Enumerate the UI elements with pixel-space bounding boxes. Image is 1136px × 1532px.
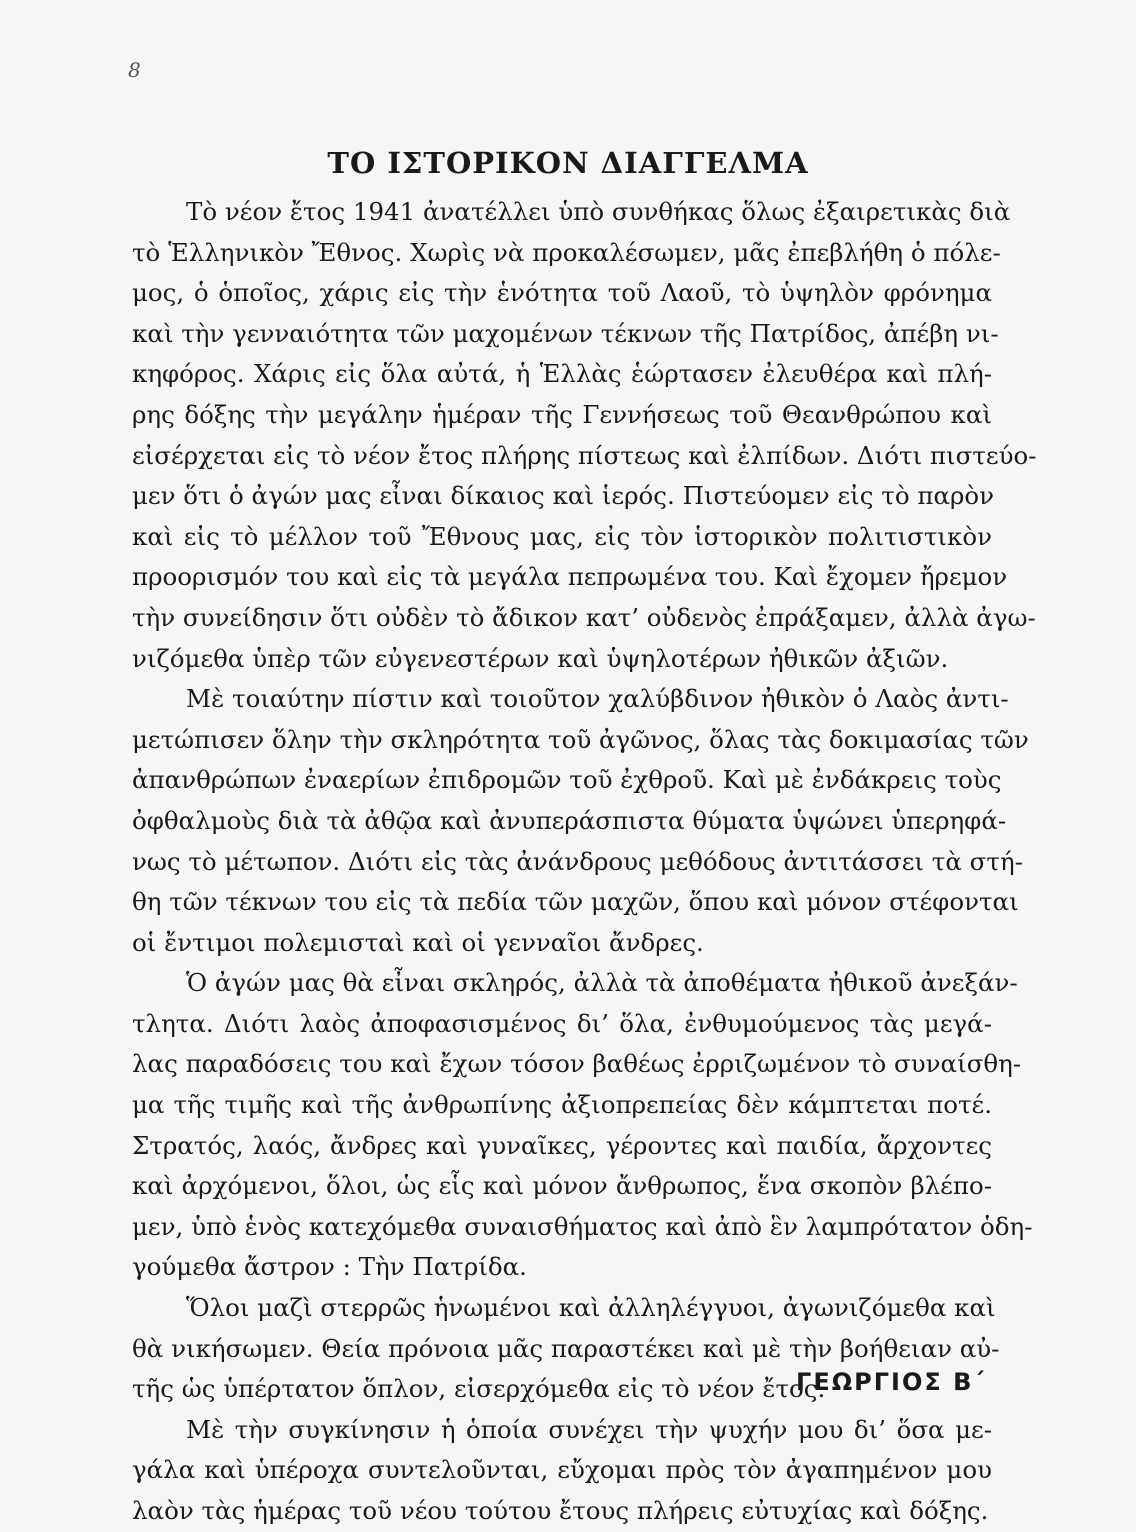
- text-line: εἰσέρχεται εἰς τὸ νέον ἔτος πλήρης πίστεως καὶ ἐλπίδων. Διότι πιστεύο-: [132, 440, 1037, 470]
- text-line: τὴν συνείδησιν ὅτι οὐδὲν τὸ ἄδικον κατ’ οὐδενὸς ἐπράξαμεν, ἀλλὰ ἀγω-: [132, 602, 1036, 632]
- text-line: γάλα καὶ ὑπέροχα συντελοῦνται, εὔχομαι πρὸς τὸν ἀγαπημένον μου: [132, 1455, 992, 1485]
- text-line: μετώπισεν ὅλην τὴν σκληρότητα τοῦ ἀγῶνος, ὅλας τὰς δοκιμασίας τῶν: [132, 724, 1029, 754]
- text-line: Τὸ νέον ἔτος 1941 ἀνατέλλει ὑπὸ συνθήκας ὅλως ἐξαιρετικὰς διὰ: [186, 197, 1011, 226]
- text-line: μεν ὅτι ὁ ἀγών μας εἶναι δίκαιος καὶ ἱερός. Πιστεύομεν εἰς τὸ παρὸν: [132, 481, 995, 511]
- text-line: τῆς ὡς ὑπέρτατον ὅπλον, εἰσερχόμεθα εἰς τὸ νέον ἔτος.: [132, 1374, 826, 1404]
- text-line: προορισμόν του καὶ εἰς τὰ μεγάλα πεπρωμένα του. Καὶ ἔχομεν ἤρεμον: [132, 562, 1008, 592]
- text-line: θη τῶν τέκνων του εἰς τὰ πεδία τῶν μαχῶν, ὅπου καὶ μόνον στέφονται: [132, 887, 1019, 917]
- text-line: λας παραδόσεις του καὶ ἔχων τόσον βαθέως ἐρριζωμένον τὸ συναίσθη-: [132, 1049, 1022, 1079]
- body-text: [132, 192, 1037, 1532]
- text-line: νως τὸ μέτωπον. Διότι εἰς τὰς ἀνάνδρους μεθόδους ἀντιτάσσει τὰ στή-: [132, 846, 1023, 876]
- text-line: τλητα. Διότι λαὸς ἀποφασισμένος δι’ ὅλα, ἐνθυμούμενος τὰς μεγά-: [132, 1008, 992, 1038]
- text-line: μος, ὁ ὁποῖος, χάρις εἰς τὴν ἑνότητα τοῦ Λαοῦ, τὸ ὑψηλὸν φρόνημα: [132, 278, 992, 308]
- text-line: νιζόμεθα ὑπὲρ τῶν εὐγενεστέρων καὶ ὑψηλοτέρων ἠθικῶν ἀξιῶν.: [132, 643, 949, 673]
- text-line: Ὁ ἀγών μας θὰ εἶναι σκληρός, ἀλλὰ τὰ ἀποθέματα ἠθικοῦ ἀνεξάν-: [186, 968, 1018, 998]
- signature: ΓΕΩΡΓΙΟΣ Β΄: [796, 1368, 986, 1396]
- text-line: Μὲ τὴν συγκίνησιν ἡ ὁποία συνέχει τὴν ψυχήν μου δι’ ὅσα με-: [186, 1414, 992, 1444]
- text-line: μα τῆς τιμῆς καὶ τῆς ἀνθρωπίνης ἀξιοπρεπείας δὲν κάμπτεται ποτέ.: [132, 1090, 992, 1120]
- text-line: ὀφθαλμοὺς διὰ τὰ ἀθῷα καὶ ἀνυπεράσπιστα θύματα ὑψώνει ὑπερηφά-: [132, 805, 1007, 835]
- text-line: γούμεθα ἄστρον : Τὴν Πατρίδα.: [132, 1252, 527, 1282]
- text-line: οἱ ἔντιμοι πολεμισταὶ καὶ οἱ γενναῖοι ἄνδρες.: [132, 927, 704, 957]
- text-line: ἀπανθρώπων ἐναερίων ἐπιδρομῶν τοῦ ἐχθροῦ. Καὶ μὲ ἐνδάκρεις τοὺς: [132, 765, 1002, 795]
- text-line: Στρατός, λαός, ἄνδρες καὶ γυναῖκες, γέροντες καὶ παιδία, ἄρχοντες: [132, 1130, 992, 1160]
- text-line: θὰ νικήσωμεν. Θεία πρόνοια μᾶς παραστέκει καὶ μὲ τὴν βοήθειαν αὐ-: [132, 1333, 1000, 1363]
- text-line: ρης δόξης τὴν μεγάλην ἡμέραν τῆς Γεννήσεως τοῦ Θεανθρώπου καὶ: [132, 399, 992, 429]
- text-line: καὶ εἰς τὸ μέλλον τοῦ Ἔθνους μας, εἰς τὸν ἱστορικὸν πολιτιστικὸν: [132, 521, 992, 551]
- page-number: 8: [128, 58, 141, 82]
- text-line: τὸ Ἑλληνικὸν Ἔθνος. Χωρὶς νὰ προκαλέσωμεν, μᾶς ἐπεβλήθη ὁ πόλε-: [132, 237, 1001, 267]
- text-line: Ὅλοι μαζὶ στερρῶς ἡνωμένοι καὶ ἀλληλέγγυοι, ἀγωνιζόμεθα καὶ: [186, 1293, 996, 1323]
- text-line: μεν, ὑπὸ ἑνὸς κατεχόμεθα συναισθήματος καὶ ἀπὸ ἓν λαμπρότατον ὁδη-: [132, 1211, 1033, 1241]
- text-line: καὶ τὴν γενναιότητα τῶν μαχομένων τέκνων τῆς Πατρίδος, ἀπέβη νι-: [132, 318, 999, 348]
- text-line: κηφόρος. Χάρις εἰς ὅλα αὐτά, ἡ Ἑλλὰς ἑώρτασεν ἐλευθέρα καὶ πλή-: [132, 359, 992, 389]
- text-line: λαὸν τὰς ἡμέρας τοῦ νέου τούτου ἔτους πλήρεις εὐτυχίας καὶ δόξης.: [132, 1496, 989, 1525]
- text-line: Μὲ τοιαύτην πίστιν καὶ τοιοῦτον χαλύβδινον ἠθικὸν ὁ Λαὸς ἀντι-: [186, 684, 1009, 714]
- page-title: ΤΟ ΙΣΤΟΡΙΚΟΝ ΔΙΑΓΓΕΛΜΑ: [327, 146, 809, 180]
- text-line: καὶ ἀρχόμενοι, ὅλοι, ὡς εἷς καὶ μόνον ἄνθρωπος, ἕνα σκοπὸν βλέπο-: [132, 1171, 992, 1201]
